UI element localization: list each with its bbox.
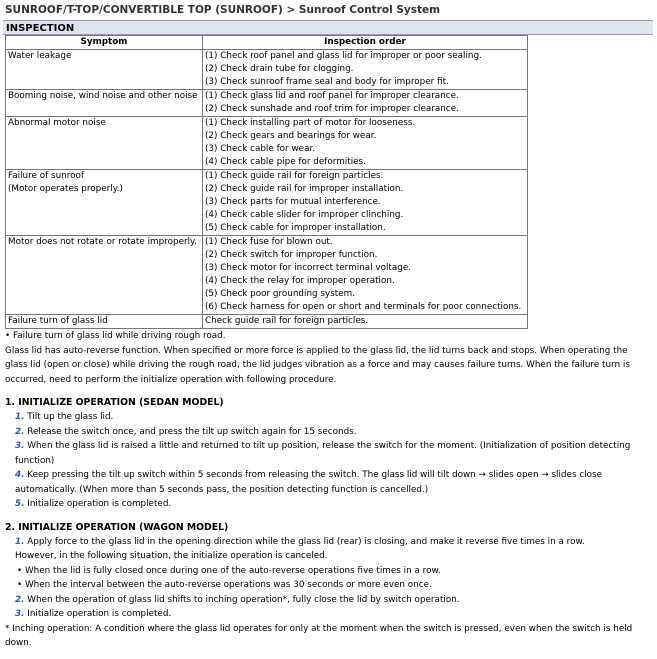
table-header-symptom: Symptom bbox=[6, 36, 203, 50]
wagon-bullet: • When the interval between the auto-reverse operations was 30 seconds or more even once. bbox=[17, 580, 432, 590]
inspection-order-item: (1) Check installing part of motor for looseness. bbox=[205, 118, 416, 128]
table-row bbox=[6, 236, 528, 315]
inspection-order-item: (1) Check guide rail for foreign particles. bbox=[205, 171, 384, 181]
symptom-cell bbox=[6, 117, 203, 170]
inspection-order-item: (2) Check guide rail for improper installation. bbox=[205, 184, 404, 194]
footnote: * Inching operation: A condition where the glass lid operates for only at the moment when the switch is pressed, even when the switch is held down. bbox=[5, 623, 633, 648]
inspection-order-cell bbox=[203, 170, 528, 236]
step-number: 5. bbox=[15, 499, 25, 509]
inspection-order-cell bbox=[203, 50, 528, 90]
symptom-cell bbox=[6, 90, 203, 117]
inspection-order-item: (1) Check glass lid and roof panel for improper clearance. bbox=[205, 91, 459, 101]
inspection-order-item: (5) Check poor grounding system. bbox=[205, 289, 355, 299]
table-row bbox=[6, 50, 528, 90]
table-row bbox=[6, 170, 528, 236]
sedan-heading: 1. INITIALIZE OPERATION (SEDAN MODEL) bbox=[5, 397, 224, 408]
step-text: When the glass lid is raised a little and returned to tilt up position, release the switch for the moment. (Initialization of position detecting function) bbox=[15, 441, 631, 466]
wagon-step bbox=[15, 535, 652, 550]
step-number: 3. bbox=[15, 609, 25, 619]
inspection-order-item: (2) Check drain tube for clogging. bbox=[205, 64, 354, 74]
inspection-order-item: (2) Check gears and bearings for wear. bbox=[205, 131, 377, 141]
symptom-text: Booming noise, wind noise and other noise bbox=[8, 91, 198, 101]
sedan-step bbox=[15, 410, 652, 425]
sedan-step bbox=[15, 439, 652, 468]
inspection-order-item: Check guide rail for foreign particles. bbox=[205, 316, 369, 326]
symptom-text: Failure of sunroof bbox=[8, 171, 85, 181]
step-text: Keep pressing the tilt up switch within 5 seconds from releasing the switch. The glass lid will tilt down → slides open → slides close automatically. (When more than 5 seconds pass, the position detecting function is cancelled.) bbox=[15, 470, 602, 495]
inspection-order-item: (2) Check sunshade and roof trim for improper clearance. bbox=[205, 104, 459, 114]
symptom-text: Motor does not rotate or rotate improperly. bbox=[8, 237, 197, 247]
step-number: 2. bbox=[15, 426, 25, 437]
symptom-cell bbox=[6, 315, 203, 329]
step-text: Release the switch once, and press the tilt up switch again for 15 seconds. bbox=[27, 426, 357, 437]
inspection-order-item: (1) Check fuse for blown out. bbox=[205, 237, 333, 247]
inspection-table bbox=[5, 35, 528, 329]
inspection-order-item: (2) Check switch for improper function. bbox=[205, 250, 378, 260]
inspection-order-item: (1) Check roof panel and glass lid for improper or poor sealing. bbox=[205, 51, 482, 61]
sedan-step bbox=[15, 497, 652, 512]
step-number: 3. bbox=[15, 441, 25, 451]
wagon-step-sub: However, in the following situation, the initialize operation is canceled. bbox=[15, 551, 328, 561]
wagon-step bbox=[15, 607, 652, 622]
inspection-order-cell bbox=[203, 90, 528, 117]
step-text: Initialize operation is completed. bbox=[27, 499, 172, 509]
step-text: When the operation of glass lid shifts to inching operation*, fully close the lid by switch operation. bbox=[27, 594, 460, 605]
table-header-inspection-order: Inspection order bbox=[203, 36, 528, 50]
inspection-order-cell bbox=[203, 117, 528, 170]
step-number: 1. bbox=[15, 536, 25, 547]
symptom-text: Abnormal motor noise bbox=[8, 118, 106, 128]
sedan-step bbox=[15, 425, 652, 440]
table-row bbox=[6, 90, 528, 117]
inspection-order-item: (6) Check harness for open or short and terminals for poor connections. bbox=[205, 302, 522, 312]
inspection-order-item: (3) Check motor for incorrect terminal voltage. bbox=[205, 263, 412, 273]
breadcrumb: SUNROOF/T-TOP/CONVERTIBLE TOP (SUNROOF) > Sunroof Control System bbox=[5, 4, 441, 16]
symptom-cell bbox=[6, 236, 203, 315]
step-text: Initialize operation is completed. bbox=[27, 609, 172, 619]
inspection-order-item: (4) Check cable pipe for deformities. bbox=[205, 157, 366, 167]
inspection-order-item: (4) Check the relay for improper operation. bbox=[205, 276, 395, 286]
symptom-cell bbox=[6, 170, 203, 236]
step-number: 1. bbox=[15, 412, 25, 422]
table-row bbox=[6, 315, 528, 329]
note-bullet: • Failure turn of glass lid while driving rough road. bbox=[5, 331, 226, 341]
sedan-steps bbox=[5, 410, 652, 512]
inspection-order-cell bbox=[203, 315, 528, 329]
inspection-order-item: (3) Check cable for wear. bbox=[205, 144, 316, 154]
note-paragraph: Glass lid has auto-reverse function. When specified or more force is applied to the glass lid, the lid turns back and stops. When operating the glass lid (open or close) while driving the rough road, the lid judges vibration as a force and may causes failure turns. When the failure turn is occurred, need to perform the initialize operation with following procedure. bbox=[5, 345, 630, 385]
table-row bbox=[6, 117, 528, 170]
step-text: Apply force to the glass lid in the opening direction while the glass lid (rear) is closing, and make it reverse five times in a row. bbox=[27, 536, 585, 547]
document-body bbox=[0, 329, 657, 651]
wagon-bullet: • When the lid is fully closed once during one of the auto-reverse operations five times in a row. bbox=[17, 565, 441, 576]
wagon-heading: 2. INITIALIZE OPERATION (WAGON MODEL) bbox=[5, 521, 229, 533]
inspection-order-item: (5) Check cable for improper installation. bbox=[205, 223, 386, 233]
step-text: Tilt up the glass lid. bbox=[27, 412, 114, 422]
inspection-order-cell bbox=[203, 236, 528, 315]
sedan-step bbox=[15, 468, 652, 497]
inspection-order-item: (4) Check cable slider for improper clinching. bbox=[205, 210, 404, 220]
step-number: 2. bbox=[15, 594, 25, 605]
inspection-order-item: (3) Check parts for mutual interference. bbox=[205, 197, 381, 207]
wagon-step bbox=[15, 593, 652, 608]
section-title: INSPECTION bbox=[3, 20, 653, 35]
symptom-text: (Motor operates properly.) bbox=[8, 184, 123, 194]
symptom-cell bbox=[6, 50, 203, 90]
symptom-text: Water leakage bbox=[8, 51, 72, 61]
symptom-text: Failure turn of glass lid bbox=[8, 316, 108, 326]
inspection-order-item: (3) Check sunroof frame seal and body for improper fit. bbox=[205, 77, 449, 87]
step-number: 4. bbox=[15, 470, 25, 480]
